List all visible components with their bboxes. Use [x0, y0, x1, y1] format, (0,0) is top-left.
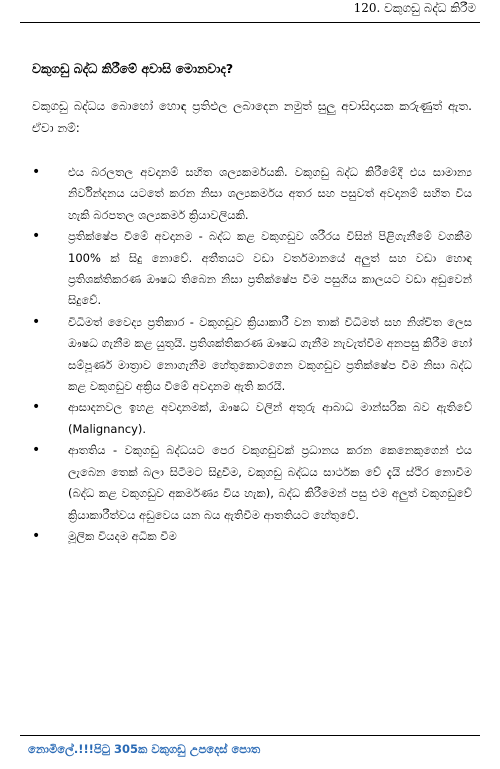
list-item [32, 440, 472, 526]
list-item-text: ආතතිය - වකුගඩු බද්ධයට පෙර වකුගඩුවක් ප්‍රධානය කරන කෙනෙකුගෙන් එය ලැබෙන තෙක් බලා සිටීමට සිදුවීම, වකුගඩු බද්ධය සාර්ථක වේ දැයි ස්ථිර නොවීම (බද්ධ කළ වකුගඩුව අකර්මණ්‍ය විය හැක), බද්ධ කිරීමෙන් පසු එම අලුත් වකුගඩුවේ ක්‍රියාකාරීත්වය අඩුවෙය යන බය ඇතිවීම ආතතියට හේතුවේ. [68, 443, 472, 522]
header-rule [20, 22, 480, 23]
section-heading: වකුගඩු බද්ධ කිරීමේ අවාසි මොනවාද? [32, 61, 234, 76]
footer-promo: නොමිලේ.!!!පිටු 305ක වකුගඩු උපදෙස් පොත [28, 742, 261, 756]
list-item [32, 162, 472, 226]
bullet-icon: • [32, 228, 41, 245]
list-item [32, 226, 472, 312]
list-item [32, 397, 472, 440]
list-item-text: ප්‍රතික්ෂේප වීමේ අවදානම - බද්ධ කළ වකුගඩුව ශරීරය විසින් පිළිගැනීමේ වගකීම 100% ක් සිදු නොවේ. අතීතයට වඩා වර්තමානයේ අලුත් සහ වඩා හොඳ ප්‍රතිශක්තිකරණ ඖෂධ තිබෙන නිසා ප්‍රතික්ෂේප වීම පසුගිය කාලයට වඩා අඩුවෙන් සිදුවේ. [68, 229, 472, 308]
disadvantages-list [32, 162, 472, 547]
bullet-icon: • [32, 442, 41, 459]
footer-rule [20, 735, 480, 736]
bullet-icon: • [32, 527, 41, 544]
list-item [32, 312, 472, 398]
intro-paragraph: වකුගඩු බද්ධය බොහෝ හොඳ ප්‍රතිඵල ලබාදෙන නමුත් සුලු අවාසිදායක කරුණුත් ඇත. ඒවා නම්: [32, 99, 472, 135]
list-item-text: ආසාදනවල ඉහළ අවදානමක්, ඖෂධ වලින් අතුරු ආබාධ මාන්සරික බව ඇතිවේ (Malignancy). [68, 400, 472, 436]
list-item-text: විධිමත් වෛද්‍ය ප්‍රතිකාර - වකුගඩුව ක්‍රියාකාරී වන තාක් විධිමත් සහ නිශ්චිත ලෙස ඖෂධ ගැනීම කළ යුතුයි. ප්‍රතිශක්තිකරණ ඖෂධ ගැනීම නැවැත්වීම අනපසු කිරීම හෝ සම්පූර්ණ මාත්‍රාව නොගැනීම හේතුකොටගෙන වකුගඩුව ප්‍රතික්ෂේප වීම නිසා බද්ධ කළ වකුගඩුව අක්‍රිය වීමේ අවදානම ඇති කරයි. [68, 314, 472, 394]
page-header: 120. වකුගඩු බද්ධ කිරීම [353, 1, 476, 15]
bullet-icon: • [32, 313, 41, 330]
bullet-icon: • [32, 164, 41, 180]
list-item [32, 526, 472, 547]
list-item-text: එය බරලතල අවදානම් සහිත ශල්‍යකර්මයකි. වකුගඩු බද්ධ කිරීමේදී එය සාමාන්‍ය නිර්වින්දනය යටතේ කරන නිසා ශල්‍යකර්මය අතර සහ පසුවත් අවදානම් සහිත විය හැකි බරපතල ශල්‍යකර්ම ක්‍රියාවලියකි. [68, 165, 472, 222]
bullet-icon: • [32, 399, 41, 416]
list-item-text: මූලික වියදම අධික වීම [68, 528, 177, 543]
